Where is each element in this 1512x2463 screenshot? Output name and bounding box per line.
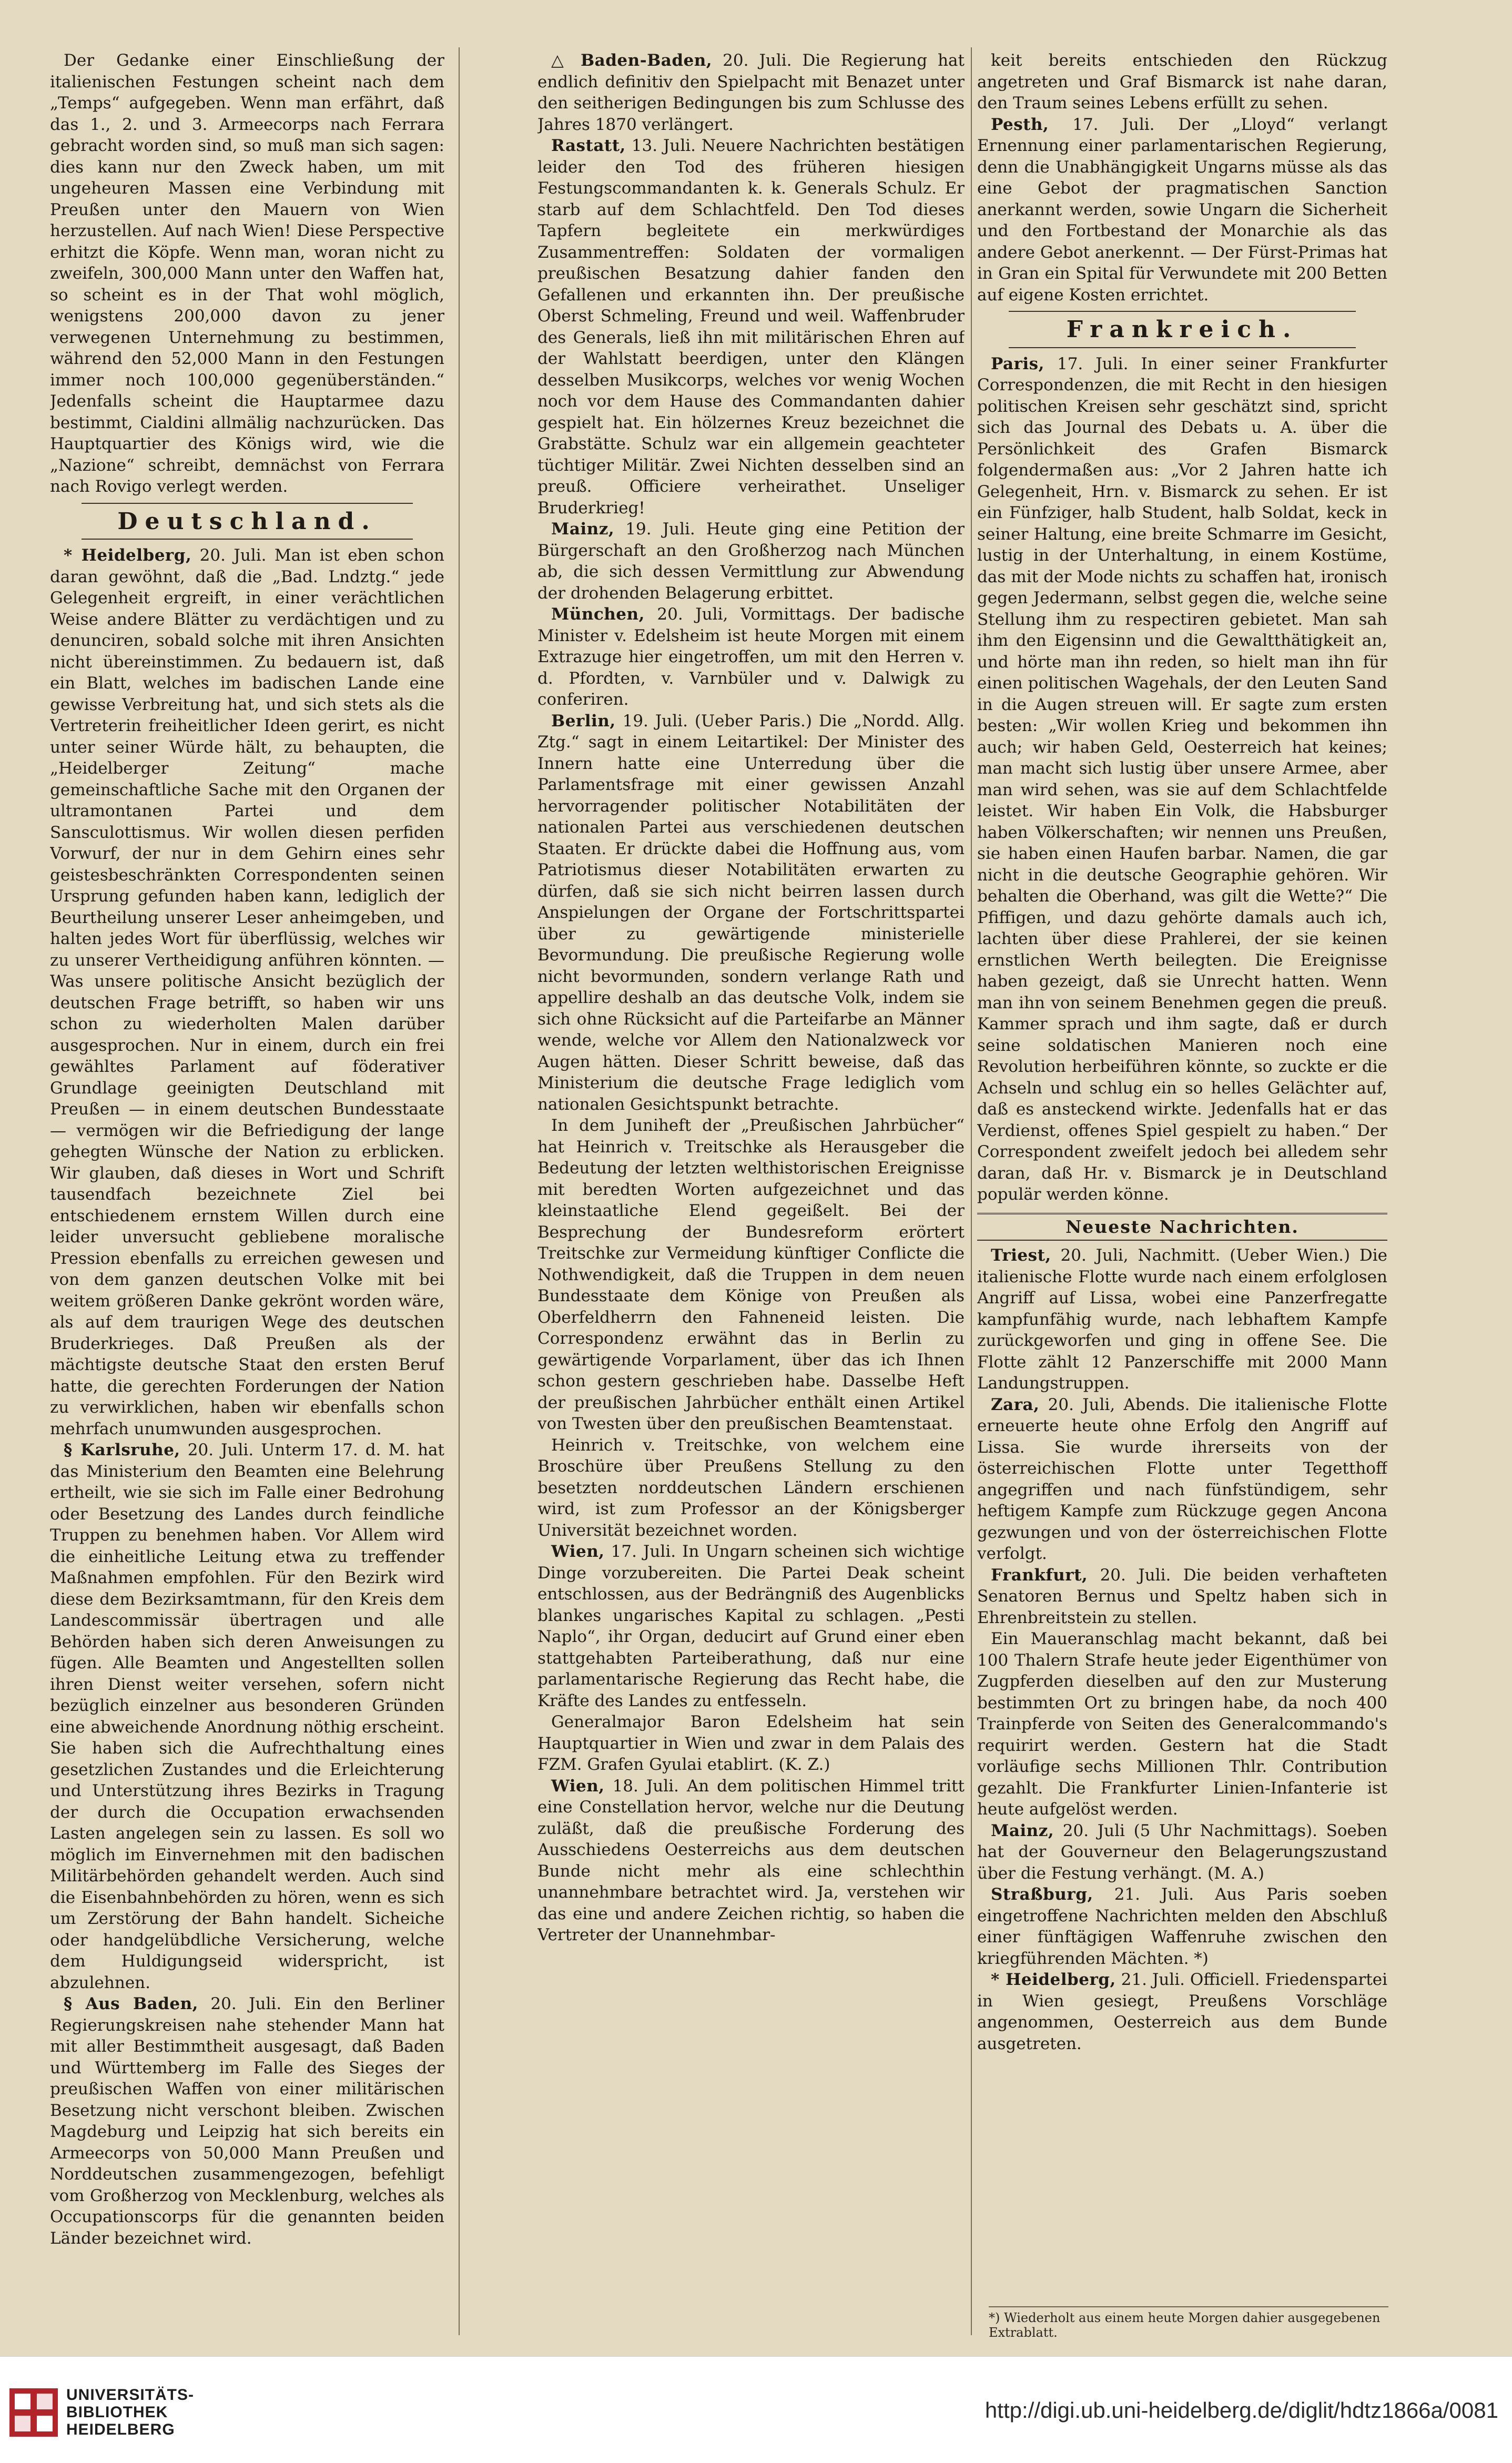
article-paragraph [977, 1884, 1387, 1969]
section-rule [82, 503, 413, 504]
article-paragraph [977, 353, 1387, 1205]
article-dateline: △ Baden-Baden, [551, 51, 713, 70]
article-paragraph [537, 135, 965, 519]
article-paragraph [537, 1435, 965, 1542]
article-text: 13. Juli. Neuere Nachrichten bestätigen leider den Tod des früheren hiesigen Festungscommandanten k. k. Generals Schulz. Er starb auf dem Schlachtfeld. Den Tod dieses Tapfern begleitete ein merkwürdiges Zusammentreffen: Soldaten der vormaligen preußischen Besatzung dahier fanden den Gefallenen und erkannten ihn. Der preußische Oberst Schmeling, Freund und weil. Waffenbruder des Generals, ließ ihn mit militärischen Ehren auf der Wahlstatt beerdigen, unter den Klängen desselben Musikcorps, welches vor wenig Wochen noch vor dem Hause des Commandanten dahier gespielt hat. Ein hölzernes Kreuz bezeichnet die Grabstätte. Schulz war ein allgemein geachteter tüchtiger Militär. Zwei Nichten desselben sind an preuß. Officiere verheirathet. Unseliger Bruderkrieg! [537, 136, 965, 518]
article-text: 19. Juli. (Ueber Paris.) Die „Nordd. Allg. Ztg.“ sagt in einem Leitartikel: Der Minister des Innern hatte eine Unterredung über die Parlamentsfrage mit einer gewissen Anzahl hervorragender politischer Notabilitäten der nationalen Partei aus verschiedenen deutschen Staaten. Er drückte dabei die Hoffnung aus, vom Patriotismus dieser Notabilitäten erwarten zu dürfen, daß sie sich nicht beirren lassen durch Anspielungen der Organe der Fortschrittspartei über zu gewärtigende ministerielle Bevormundung. Die preußische Regierung wolle nicht bevormunden, sondern verlange Rath und appellire deshalb an das deutsche Volk, indem sie sich ohne Rücksicht auf die Parteifarbe an Männer wende, welche vor Allem den Nationalzweck vor Augen hätten. Dieser Schritt beweise, daß das Ministerium die deutsche Frage lediglich vom nationalen Gesichtspunkt betrachte. [537, 711, 965, 1114]
article-paragraph [977, 1820, 1387, 1884]
section-heading: Frankreich. [1066, 316, 1298, 343]
article-dateline: Wien, [551, 1776, 605, 1796]
article-paragraph [977, 1394, 1387, 1565]
article-paragraph [537, 604, 965, 711]
article-text: Generalmajor Baron Edelsheim hat sein Hauptquartier in Wien und zwar in dem Palais des FZM. Grafen Gyulai etablirt. (K. Z.) [537, 1712, 965, 1774]
article-text: 21. Juli. Aus Paris soeben eingetroffene Nachrichten melden den Abschluß einer fünftägigen Waffenruhe zwischen den kriegführenden Mächten. *) [977, 1885, 1387, 1968]
article-dateline: Mainz, [551, 520, 615, 539]
article-dateline: § Aus Baden, [64, 1994, 198, 2013]
article-text: 20. Juli, Abends. Die italienische Flotte erneuerte heute ohne Erfolg den Angriff auf Lissa. Sie wurde ihrerseits von der österreichischen Flotte unter Tegetthoff angegriffen und nach fünfstündigem, sehr heftigem Kampfe zum Rückzuge gegen Ancona gezwungen und von der österreichischen Flotte verfolgt. [977, 1395, 1387, 1563]
article-text: Ein Maueranschlag macht bekannt, daß bei 100 Thalern Strafe heute jeder Eigenthümer von Zugpferden dieselben auf den zur Musterung bestimmten Ort zu bringen habe, da noch 400 Trainpferde von Seiten des Generalcommando's requirirt werden. Gestern hat die Stadt vorläufige sechs Millionen Thlr. Contribution gezahlt. Die Frankfurter Linien-Infanterie ist heute aufgelöst werden. [977, 1629, 1387, 1819]
article-paragraph [977, 50, 1387, 114]
library-name [66, 2386, 194, 2438]
article-paragraph [537, 50, 965, 135]
article-dateline: * Heidelberg, [991, 1970, 1116, 1989]
latest-news-heading: Neueste Nachrichten. [977, 1213, 1387, 1241]
article-dateline: Triest, [991, 1246, 1051, 1265]
article-paragraph [977, 1969, 1387, 2054]
article-text: 20. Juli, Nachmitt. (Ueber Wien.) Die italienische Flotte wurde nach einem erfolglosen Angriff auf Lissa, wobei eine Panzerfregatte kampfunfähig wurde, nach lebhaftem Kampfe zurückgeworfen und ging in offene See. Die Flotte zählt 12 Panzerschiffe mit 2000 Mann Landungstruppen. [977, 1246, 1387, 1393]
section-heading: Deutschland. [117, 508, 377, 535]
article-paragraph [50, 545, 444, 1440]
article-paragraph [537, 1115, 965, 1435]
article-text: 17. Juli. In einer seiner Frankfurter Correspondenzen, die mit Recht in den hiesigen politischen Kreisen sehr geschätzt sind, spricht sich das Journal des Debats u. A. über die Persönlichkeit des Grafen Bismarck folgendermaßen aus: „Vor 2 Jahren hatte ich Gelegenheit, Hrn. v. Bismarck zu sehen. Er ist ein Fünfziger, halb Student, halb Soldat, keck in seiner Haltung, eine breite Schmarre im Gesicht, lustig in der Unterhaltung, in einem Kostüme, das mit der Mode nichts zu schaffen hat, ironisch gegen Jedermann, selbst gegen die, welche seine Stellung ihm zu respectiren gebietet. Man sah ihm den Eigensinn und die Gewaltthätigkeit an, und hörte man ihn reden, so hielt man ihn für einen politischen Wagehals, der den Leuten Sand in die Augen streuen will. Er sagte zum ersten besten: „Wir wollen Krieg und bekommen ihn auch; wir haben Geld, Oesterreich hat keines; man macht sich lustig über unsere Armee, aber man wird sehen, was sie auf dem Schlachtfelde leistet. Wir haben Ein Volk, die Habsburger haben Völkerschaften; wir nennen uns Preußen, sie haben einen Haufen barbar. Namen, die gar nicht in die deutsche Geographie gehören. Wir behalten die Oberhand, was gilt die Wette?“ Die Pfiffigen, und dazu gehörte damals auch ich, lachten über diese Prahlerei, der sie keinen ernstlichen Werth beilegten. Die Ereignisse haben gezeigt, daß sie Unrecht hatten. Wenn man ihn von seinem Benehmen gegen die preuß. Kammer sprach und ihm sagte, daß er durch seine soldatischen Manieren noch eine Revolution herbeiführen könnte, so zuckte er die Achseln und schlug ein so helles Gelächter auf, daß es ansteckend wirkte. Jedenfalls hat er das Verdienst, offenes Spiel gespielt zu haben.“ Der Correspondent zweifelt jedoch bei alledem sehr daran, daß Hr. v. Bismarck je in Deutschland populär werden könne. [977, 354, 1387, 1204]
section-rule [82, 539, 413, 540]
article-text: 20. Juli. Die Regierung hat endlich definitiv den Spielpacht mit Benazet unter den seitherigen Bedingungen bis zum Schlusse des Jahres 1870 verlängert. [537, 51, 965, 134]
library-name-line: UNIVERSITÄTS- [66, 2386, 195, 2404]
article-text: keit bereits entschieden den Rückzug angetreten und Graf Bismarck ist nahe daran, den Traum seines Lebens erfüllt zu sehen. [977, 51, 1387, 113]
article-paragraph [977, 1565, 1387, 1629]
article-dateline: Frankfurt, [991, 1565, 1088, 1585]
article-paragraph [537, 519, 965, 604]
article-dateline: Pesth, [991, 115, 1049, 134]
article-dateline: * Heidelberg, [64, 546, 192, 565]
article-paragraph [977, 114, 1387, 306]
article-text: 20. Juli. Die beiden verhafteten Senatoren Bernus und Speltz haben sich in Ehrenbreitstein zu stellen. [977, 1565, 1387, 1627]
article-text: In dem Juniheft der „Preußischen Jahrbücher“ hat Heinrich v. Treitschke als Herausgeber die Bedeutung der letzten welthistorischen Ereignisse mit beredten Worten aufgezeichnet und das kleinstaatliche Elend gegeißelt. Bei der Besprechung der Bundesreform erörtert Treitschke zur Vermeidung künftiger Conflicte die Nothwendigkeit, daß die Truppen in dem neuen Bundesstaate dem Könige von Preußen als Oberfeldherrn den Fahneneid leisten. Die Correspondenz erwähnt das in Berlin zu gewärtigende Vorparlament, über das ich Ihnen schon gestern geschrieben habe. Dasselbe Heft der preußischen Jahrbücher enthält einen Artikel von Twesten über den preußischen Beamtenstaat. [537, 1116, 965, 1433]
article-paragraph [537, 1776, 965, 1946]
article-paragraph [977, 1245, 1387, 1394]
article-text: 19. Juli. Heute ging eine Petition der Bürgerschaft an den Großherzog nach München ab, die sich dessen Vermittlung zur Abwendung der drohenden Belagerung erbittet. [537, 520, 965, 603]
article-dateline: Mainz, [991, 1821, 1054, 1840]
column-2 [537, 50, 965, 2343]
article-text: 20. Juli (5 Uhr Nachmittags). Soeben hat der Gouverneur den Belagerungszustand über die Festung verhängt. (M. A.) [977, 1821, 1387, 1883]
article-dateline: Zara, [991, 1395, 1040, 1414]
section-rule [1009, 347, 1356, 348]
viewer-footer [0, 2356, 1512, 2463]
column-1 [50, 50, 444, 2343]
article-paragraph [977, 1628, 1387, 1820]
article-dateline: Paris, [991, 354, 1044, 373]
university-library-logo-icon [9, 2388, 58, 2437]
article-paragraph [50, 50, 444, 498]
article-text: 20. Juli, Vormittags. Der badische Minister v. Edelsheim ist heute Morgen mit einem Extrazuge hier eingetroffen, um mit den Herren v. d. Pfordten, v. Varnbüler und v. Dalwigk zu conferiren. [537, 605, 965, 709]
article-dateline: Berlin, [551, 711, 616, 731]
article-dateline: Rastatt, [551, 136, 626, 155]
article-dateline: München, [551, 605, 645, 624]
article-text: 17. Juli. In Ungarn scheinen sich wichtige Dinge vorzubereiten. Die Partei Deak scheint entschlossen, aus der Bedrängniß des Augenblicks blankes ungarisches Kapital zu schlagen. „Pesti Naplo“, ihr Organ, deducirt auf Grund einer eben stattgehabten Parteiberathung, daß nur eine parlamentarische Regierung das Recht habe, die Kräfte des Landes zu entfesseln. [537, 1542, 965, 1710]
article-text: 20. Juli. Unterm 17. d. M. hat das Ministerium den Beamten eine Belehrung ertheilt, wie sie sich im Falle einer Bedrohung oder Besetzung des Landes durch feindliche Truppen zu benehmen haben. Vor Allem wird die einheitliche Leitung etwa zu treffender Maßnahmen empfohlen. Für den Bezirk wird diese dem Bezirksamtmann, für den Kreis dem Landescommissär übertragen und alle Behörden haben sich deren Anweisungen zu fügen. Alle Beamten und Angestellten sollen ihren Dienst weiter versehen, sofern nicht bezüglich einzelner aus besonderen Gründen eine abweichende Anordnung nöthig erscheint. Sie haben sich die Aufrechthaltung eines gesetzlichen Zustandes und die Erleichterung und Unterstützung ihres Bezirks in Tragung der durch die Occupation erwachsenden Lasten angelegen sein zu lassen. Es soll wo möglich im Einvernehmen mit den badischen Militärbehörden gehandelt werden. Auch sind die Eisenbahnbehörden zu hören, wenn es sich um Zerstörung der Bahn handelt. Sicheiche oder handgelübdliche Versicherung, welche dem Huldigungseid widerspricht, ist abzulehnen. [50, 1441, 444, 1992]
article-dateline: Straßburg, [991, 1885, 1093, 1904]
library-name-line: BIBLIOTHEK [66, 2404, 168, 2421]
article-text: Heinrich v. Treitschke, von welchem eine Broschüre über Preußens Stellung zu den besetzten norddeutschen Ländern erschienen wird, ist zum Professor an der Königsberger Universität bezeichnet worden. [537, 1435, 965, 1540]
column-3 [977, 50, 1387, 2343]
section-rule [1009, 311, 1356, 312]
article-paragraph [50, 1440, 444, 1993]
article-paragraph [537, 711, 965, 1116]
article-text: 21. Juli. Officiell. Friedenspartei in Wien gesiegt, Preußens Vorschläge angenommen, Oesterreich aus dem Bunde ausgetreten. [977, 1970, 1387, 2053]
footnote: *) Wiederholt aus einem heute Morgen dahier ausgegebenen Extrablatt. [989, 2306, 1388, 2340]
article-paragraph [537, 1541, 965, 1711]
article-paragraph [50, 1993, 444, 2249]
article-text: Der Gedanke einer Einschließung der italienischen Festungen scheint nach dem „Temps“ aufgegeben. Wenn man erfährt, daß das 1., 2. und 3. Armeecorps nach Ferrara gebracht worden sind, so muß man sich sagen: dies kann nur den Zweck haben, um mit ungeheuren Massen eine Verbindung mit Preußen unter den Mauern von Wien herzustellen. Auf nach Wien! Diese Perspective erhitzt die Köpfe. Wenn man, woran nicht zu zweifeln, 300,000 Mann unter den Waffen hat, so scheint es in der That wohl möglich, wenigstens 200,000 davon zu jener verwegenen Unternehmung zu bestimmen, während den 52,000 Mann in den Festungen immer noch 100,000 gegenüberständen.“ Jedenfalls scheint die Hauptarmee dazu bestimmt, Cialdini allmälig nachzurücken. Das Hauptquartier des Königs wird, wie die „Nazione“ schreibt, demnächst von Ferrara nach Rovigo verlegt werden. [50, 51, 444, 496]
article-dateline: Wien, [551, 1542, 605, 1561]
permalink-url[interactable]: http://digi.ub.uni-heidelberg.de/diglit/hdtz1866a/0081 [985, 2398, 1498, 2423]
library-name-line: HEIDELBERG [66, 2421, 175, 2438]
article-text: 18. Juli. An dem politischen Himmel tritt eine Constellation hervor, welche nur die Deutung zuläßt, daß die preußische Forderung des Ausschiedens Oesterreichs aus dem deutschen Bunde nicht mehr als eine schlechthin unannehmbare betrachtet wird. Ja, verstehen wir das eine und andere Zeichen richtig, so haben die Vertreter der Unannehmbar- [537, 1776, 965, 1944]
article-paragraph [537, 1711, 965, 1776]
article-text: 20. Juli. Ein den Berliner Regierungskreisen nahe stehender Mann hat mit aller Bestimmtheit ausgesagt, daß Baden und Württemberg im Falle des Sieges der preußischen Waffen von einer militärischen Besetzung nicht verschont bleiben. Zwischen Magdeburg und Leipzig hat sich bereits ein Armeecorps von 50,000 Mann Preußen und Norddeutschen zusammengezogen, befehligt vom Großherzog von Mecklenburg, welches als Occupationscorps für die genannten beiden Länder bezeichnet wird. [50, 1994, 444, 2248]
article-dateline: § Karlsruhe, [64, 1441, 180, 1459]
article-text: 20. Juli. Man ist eben schon daran gewöhnt, daß die „Bad. Lndztg.“ jede Gelegenheit ergreift, in einer verächtlichen Weise andere Blätter zu verdächtigen und zu denunciren, sobald solche mit ihren Ansichten nicht übereinstimmen. Zu bedauern ist, daß ein Blatt, welches im badischen Lande eine gewisse Verbreitung hat, und sich stets als die Vertreterin freiheitlicher Ideen gerirt, es nicht unter seiner Würde hält, zu behaupten, die „Heidelberger Zeitung“ mache gemeinschaftliche Sache mit den Organen der ultramontanen Partei und dem Sansculottismus. Wir wollen diesen perfiden Vorwurf, der nur in dem Gehirn eines sehr geistesbeschränkten Correspondenten seinen Ursprung gefunden haben kann, lediglich der Beurtheilung unserer Leser anheimgeben, und halten jedes Wort für überflüssig, welches wir zu unserer Vertheidigung anführen könnten. — Was unsere politische Ansicht bezüglich der deutschen Frage betrifft, so haben wir uns schon zu wiederholten Malen darüber ausgesprochen. Nur in einem, durch ein frei gewähltes Parlament auf föderativer Grundlage geeinigten Deutschland mit Preußen — in einem deutschen Bundesstaate — vermögen wir die Befriedigung der lange gehegten Wünsche der Nation zu erblicken. Wir glauben, daß dieses in Wort und Schrift tausendfach bezeichnete Ziel bei entschiedenem ernstem Willen durch eine leider unversucht gebliebene moralische Pression ebenfalls zu erreichen gewesen und von dem ganzen deutschen Volke mit bei weitem größeren Danke gekrönt worden wäre, als auf dem traurigen Wege des deutschen Bruderkrieges. Daß Preußen als der mächtigste deutsche Staat den ersten Beruf hatte, die gerechten Forderungen der Nation zu verwirklichen, haben wir ebenfalls schon mehrfach unumwunden ausgesprochen. [50, 546, 444, 1438]
article-text: 17. Juli. Der „Lloyd“ verlangt Ernennung einer parlamentarischen Regierung, denn die Unabhängigkeit Ungarns müsse als das eine Gebot der pragmatischen Sanction anerkannt werden, sowie Ungarn die Sicherheit und den Fortbestand der Monarchie als das andere Gebot anerkennt. — Der Fürst-Primas hat in Gran ein Spital für Verwundete mit 200 Betten auf eigene Kosten errichtet. [977, 115, 1387, 305]
